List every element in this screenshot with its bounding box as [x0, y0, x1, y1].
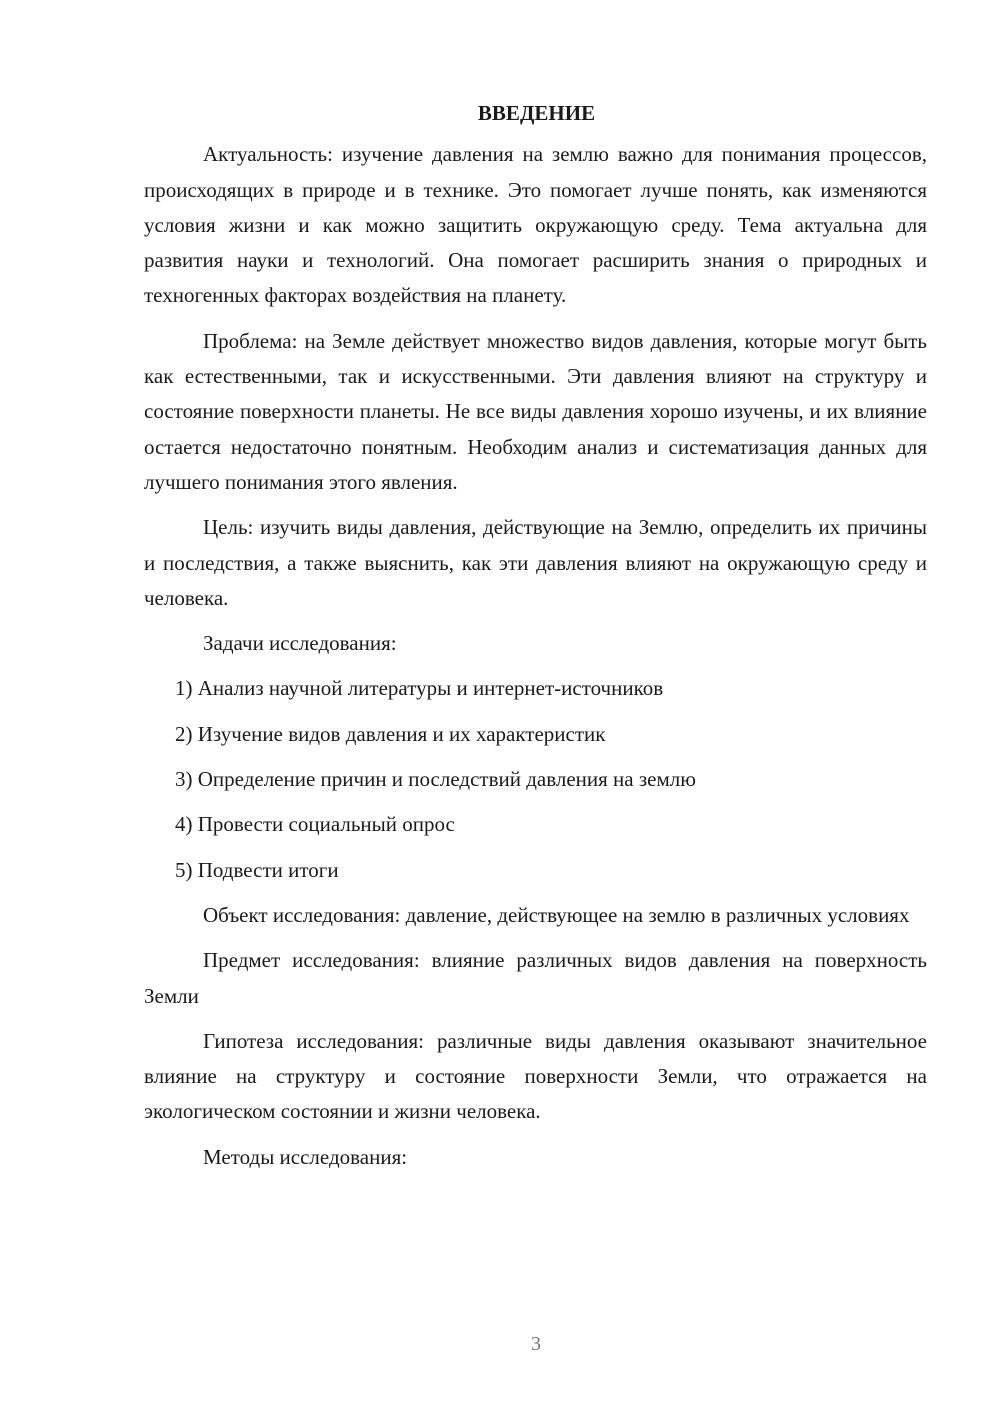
paragraph-object: Объект исследования: давление, действующее на землю в различных условиях [203, 902, 910, 927]
paragraph-hypothesis: Гипотеза исследования: различные виды давления оказывают значительное влияние на структуру и состояние поверхности Земли, что отражается на экологическом состоянии и жизни человека. [144, 1028, 927, 1124]
paragraph-relevance: Актуальность: изучение давления на землю важно для понимания процессов, происходящих в природе и в технике. Это помогает лучше понять, как изменяются условия жизни и как можно защитить окружающую среду. Тема актуальна для развития науки и технологий. Она помогает расширить знания о природных и техногенных факторах воздействия на планету. [144, 142, 927, 308]
list-item: 3) Определение причин и последствий давления на землю [175, 767, 696, 792]
list-item: 5) Подвести итоги [175, 857, 339, 882]
document-page [144, 96, 927, 1185]
list-item: 1) Анализ научной литературы и интернет-источников [175, 676, 664, 701]
paragraph-subject: Предмет исследования: влияние различных видов давления на поверхность Земли [144, 948, 927, 1008]
list-item: 2) Изучение видов давления и их характеристик [175, 721, 606, 746]
paragraph-goal: Цель: изучить виды давления, действующие на Землю, определить их причины и последствия, а также выяснить, как эти давления влияют на окружающую среду и человека. [144, 515, 927, 610]
page-number: 3 [531, 1333, 541, 1355]
tasks-list [144, 671, 927, 887]
list-item: 4) Провести социальный опрос [175, 812, 455, 837]
methods-heading: Методы исследования: [203, 1144, 408, 1169]
document-title: ВВЕДЕНИЕ [477, 101, 596, 125]
paragraph-problem: Проблема: на Земле действует множество видов давления, которые могут быть как естественными, так и искусственными. Эти давления влияют на структуру и состояние поверхности планеты. Не все виды давления хорошо изучены, и их влияние остается недостаточно понятным. Необходим анализ и систематизация данных для лучшего понимания этого явления. [144, 328, 927, 494]
tasks-heading: Задачи исследования: [203, 631, 397, 656]
